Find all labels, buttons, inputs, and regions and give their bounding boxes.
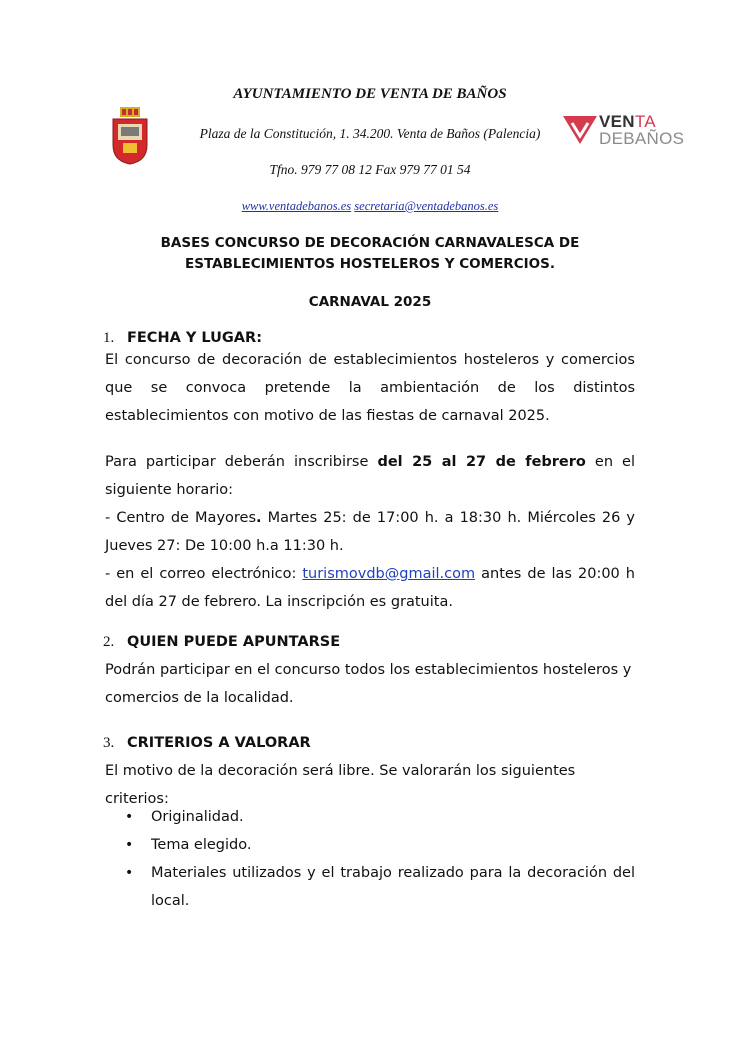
registration-dates: Para participar deberán inscribirse del 25 al 27 de febrero en el siguiente horario:: [105, 454, 635, 498]
section2-title: QUIEN PUEDE APUNTARSE: [127, 634, 341, 650]
document-title: [0, 233, 740, 275]
section3-heading: [103, 735, 311, 751]
document-subtitle: CARNAVAL 2025: [308, 294, 432, 310]
section1-registration: [105, 448, 635, 616]
section2-number: 2.: [103, 634, 115, 650]
section1-heading: [103, 330, 262, 346]
section1-intro: El concurso de decoración de establecimientos hosteleros y comercios que se convoca pretende la ambientación de los distintos establecimientos con motivo de las fiestas de carnaval 2025.: [105, 352, 635, 424]
venta-de-banos-logo: [563, 110, 688, 150]
criteria-item: • Tema elegido.: [105, 831, 635, 859]
section2-heading: [103, 634, 341, 650]
letterhead-address: Plaza de la Constitución, 1. 34.200. Venta de Baños (Palencia): [199, 126, 541, 141]
registration-center: - Centro de Mayores. Martes 25: de 17:00 h. a 18:30 h. Miércoles 26 y Jueves 27: De 10:00 h.a 11:30 h.: [105, 510, 635, 554]
website-link[interactable]: www.ventadebanos.es: [241, 199, 352, 213]
letterhead-links: [0, 199, 740, 214]
logo-text-bottom: DEBAÑOS: [599, 129, 685, 148]
letterhead-phone: Tfno. 979 77 08 12 Fax 979 77 01 54: [269, 162, 471, 177]
section3-title: CRITERIOS A VALORAR: [127, 735, 311, 751]
letterhead-title: AYUNTAMIENTO DE VENTA DE BAÑOS: [233, 86, 507, 102]
document-title-line2: ESTABLECIMIENTOS HOSTELEROS Y COMERCIOS.: [185, 256, 555, 272]
registration-email: - en el correo electrónico: turismovdb@gmail.com antes de las 20:00 h del día 27 de febrero. La inscripción es gratuita.: [105, 566, 635, 610]
criteria-list: [105, 803, 635, 915]
section1-title: FECHA Y LUGAR:: [127, 330, 262, 346]
section3-text: El motivo de la decoración será libre. Se valorarán los siguientes criterios:: [105, 763, 576, 807]
criteria-item: • Originalidad.: [105, 803, 635, 831]
registration-email-link[interactable]: turismovdb@gmail.com: [302, 566, 476, 582]
section2-text: Podrán participar en el concurso todos los establecimientos hosteleros y comercios de la localidad.: [105, 662, 632, 706]
email-link[interactable]: secretaria@ventadebanos.es: [354, 199, 499, 213]
logo-text-top: VENTA: [599, 112, 656, 131]
logo-v-icon: [563, 114, 597, 144]
section3-number: 3.: [103, 735, 115, 751]
criteria-item: • Materiales utilizados y el trabajo realizado para la decoración del local.: [105, 859, 635, 915]
section1-number: 1.: [103, 330, 115, 346]
registration-date-range: del 25 al 27 de febrero: [377, 454, 586, 470]
document-title-line1: BASES CONCURSO DE DECORACIÓN CARNAVALESCA DE: [160, 235, 580, 251]
